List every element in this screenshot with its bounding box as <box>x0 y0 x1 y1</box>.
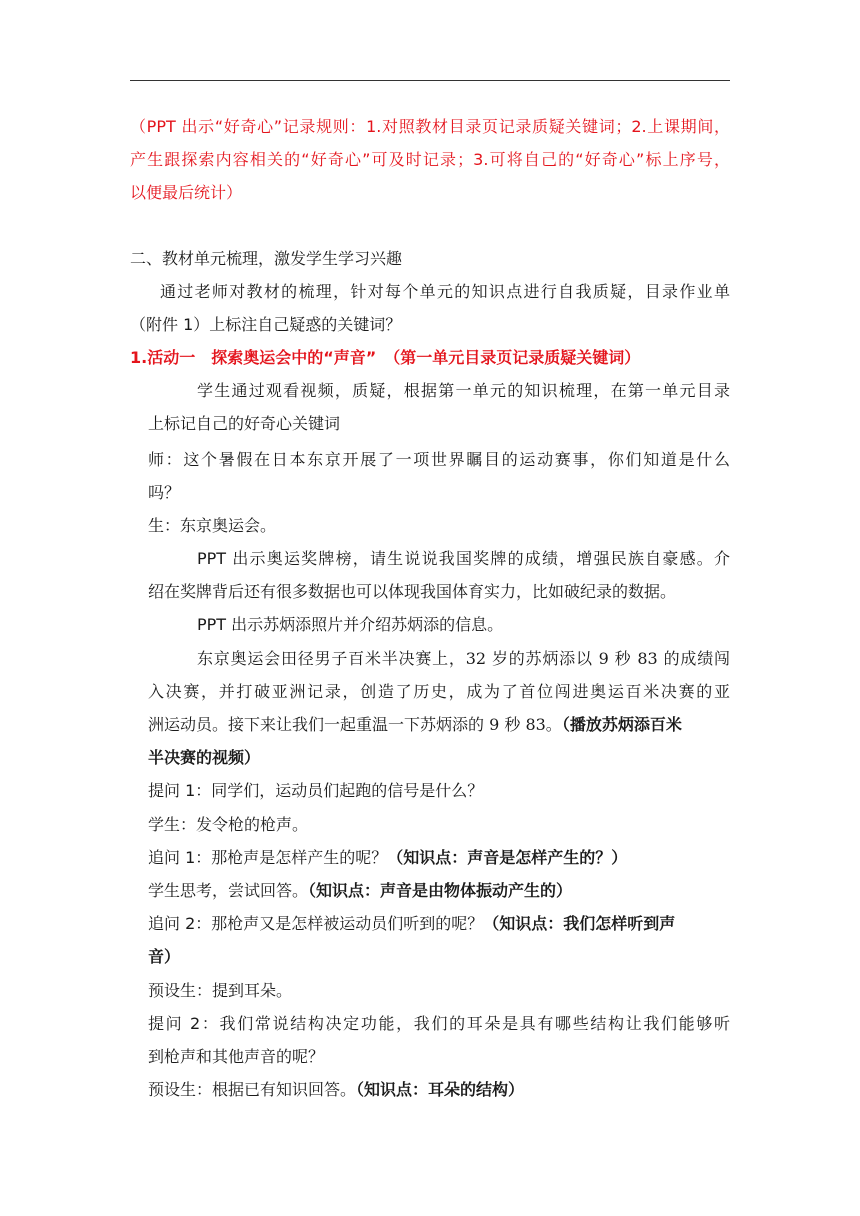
section-heading: 二、教材单元梳理，激发学生学习兴趣 <box>130 249 403 268</box>
followup-2-point-cont: 音） <box>148 947 181 966</box>
story-line-2: 入决赛，并打破亚洲记录，创造了历史，成为了首位闯进奥运百米决赛的亚 <box>148 682 730 701</box>
answer-2 <box>148 879 730 903</box>
ppt-medal-line-2: 绍在奖牌背后还有很多数据也可以体现我国体育实力，比如破纪录的数据。 <box>148 582 677 601</box>
preset-answer-2 <box>148 1078 730 1102</box>
answer-2-point: （知识点：声音是由物体振动产生的） <box>308 881 573 900</box>
note-line-1: （PPT 出示“好奇心”记录规则：1.对照教材目录页记录质疑关键词；2.上课期间， <box>130 117 730 136</box>
story-line-1: 东京奥运会田径男子百米半决赛上，32 岁的苏炳添以 9 秒 83 的成绩闯 <box>197 649 730 668</box>
question-1: 提问 1：同学们，运动员们起跑的信号是什么？ <box>148 781 484 800</box>
followup-2-point: （知识点：我们怎样听到声 <box>483 914 676 933</box>
followup-1-point: （知识点：声音是怎样产生的？） <box>387 848 628 867</box>
followup-2 <box>148 912 730 936</box>
question-2-line-2: 到枪声和其他声音的呢？ <box>148 1047 325 1066</box>
followup-1 <box>148 846 730 870</box>
preset-answer-2-point: （知识点：耳朵的结构） <box>356 1080 525 1099</box>
activity-desc-line-1: 学生通过观看视频，质疑，根据第一单元的知识梳理，在第一单元目录 <box>197 381 730 400</box>
note-line-2: 产生跟探索内容相关的“好奇心”可及时记录；3.可将自己的“好奇心”标上序号， <box>130 150 730 169</box>
question-2-line-1: 提问 2：我们常说结构决定功能，我们的耳朵是具有哪些结构让我们能够听 <box>148 1014 730 1033</box>
preset-answer-2-text: 预设生：根据已有知识回答。 <box>148 1080 357 1099</box>
note-line-3: 以便最后统计） <box>130 183 243 202</box>
teacher-line-2: 吗？ <box>148 483 181 502</box>
ppt-su-bingtian: PPT 出示苏炳添照片并介绍苏炳添的信息。 <box>197 615 504 634</box>
section-intro-line-2: （附件 1）上标注自己疑惑的关键词？ <box>130 315 402 334</box>
teacher-line-1: 师：这个暑假在日本东京开展了一项世界瞩目的运动赛事，你们知道是什么 <box>148 450 730 469</box>
section-intro-line-1: 通过老师对教材的梳理，针对每个单元的知识点进行自我质疑，目录作业单 <box>160 282 730 301</box>
story-line-3-text: 洲运动员。接下来让我们一起重温一下苏炳添的 9 秒 83。 <box>148 715 562 734</box>
followup-2-text: 追问 2：那枪声又是怎样被运动员们听到的呢？ <box>148 914 484 933</box>
story-line-4-note: 半决赛的视频） <box>148 748 261 767</box>
preset-answer-1: 预设生：提到耳朵。 <box>148 981 293 1000</box>
activity-heading: 1.活动一 探索奥运会中的“声音” （第一单元目录页记录质疑关键词） <box>130 348 641 367</box>
story-line-3 <box>148 713 730 737</box>
answer-1: 学生：发令枪的枪声。 <box>148 815 309 834</box>
ppt-medal-line-1: PPT 出示奥运奖牌榜，请生说说我国奖牌的成绩，增强民族自豪感。介 <box>197 549 730 568</box>
activity-desc-line-2: 上标记自己的好奇心关键词 <box>148 414 341 433</box>
followup-1-text: 追问 1：那枪声是怎样产生的呢？ <box>148 848 388 867</box>
header-rule <box>130 80 730 81</box>
answer-2-text: 学生思考，尝试回答。 <box>148 881 309 900</box>
story-line-3-note: （播放苏炳添百米 <box>561 715 682 734</box>
student-answer: 生：东京奥运会。 <box>148 516 277 535</box>
